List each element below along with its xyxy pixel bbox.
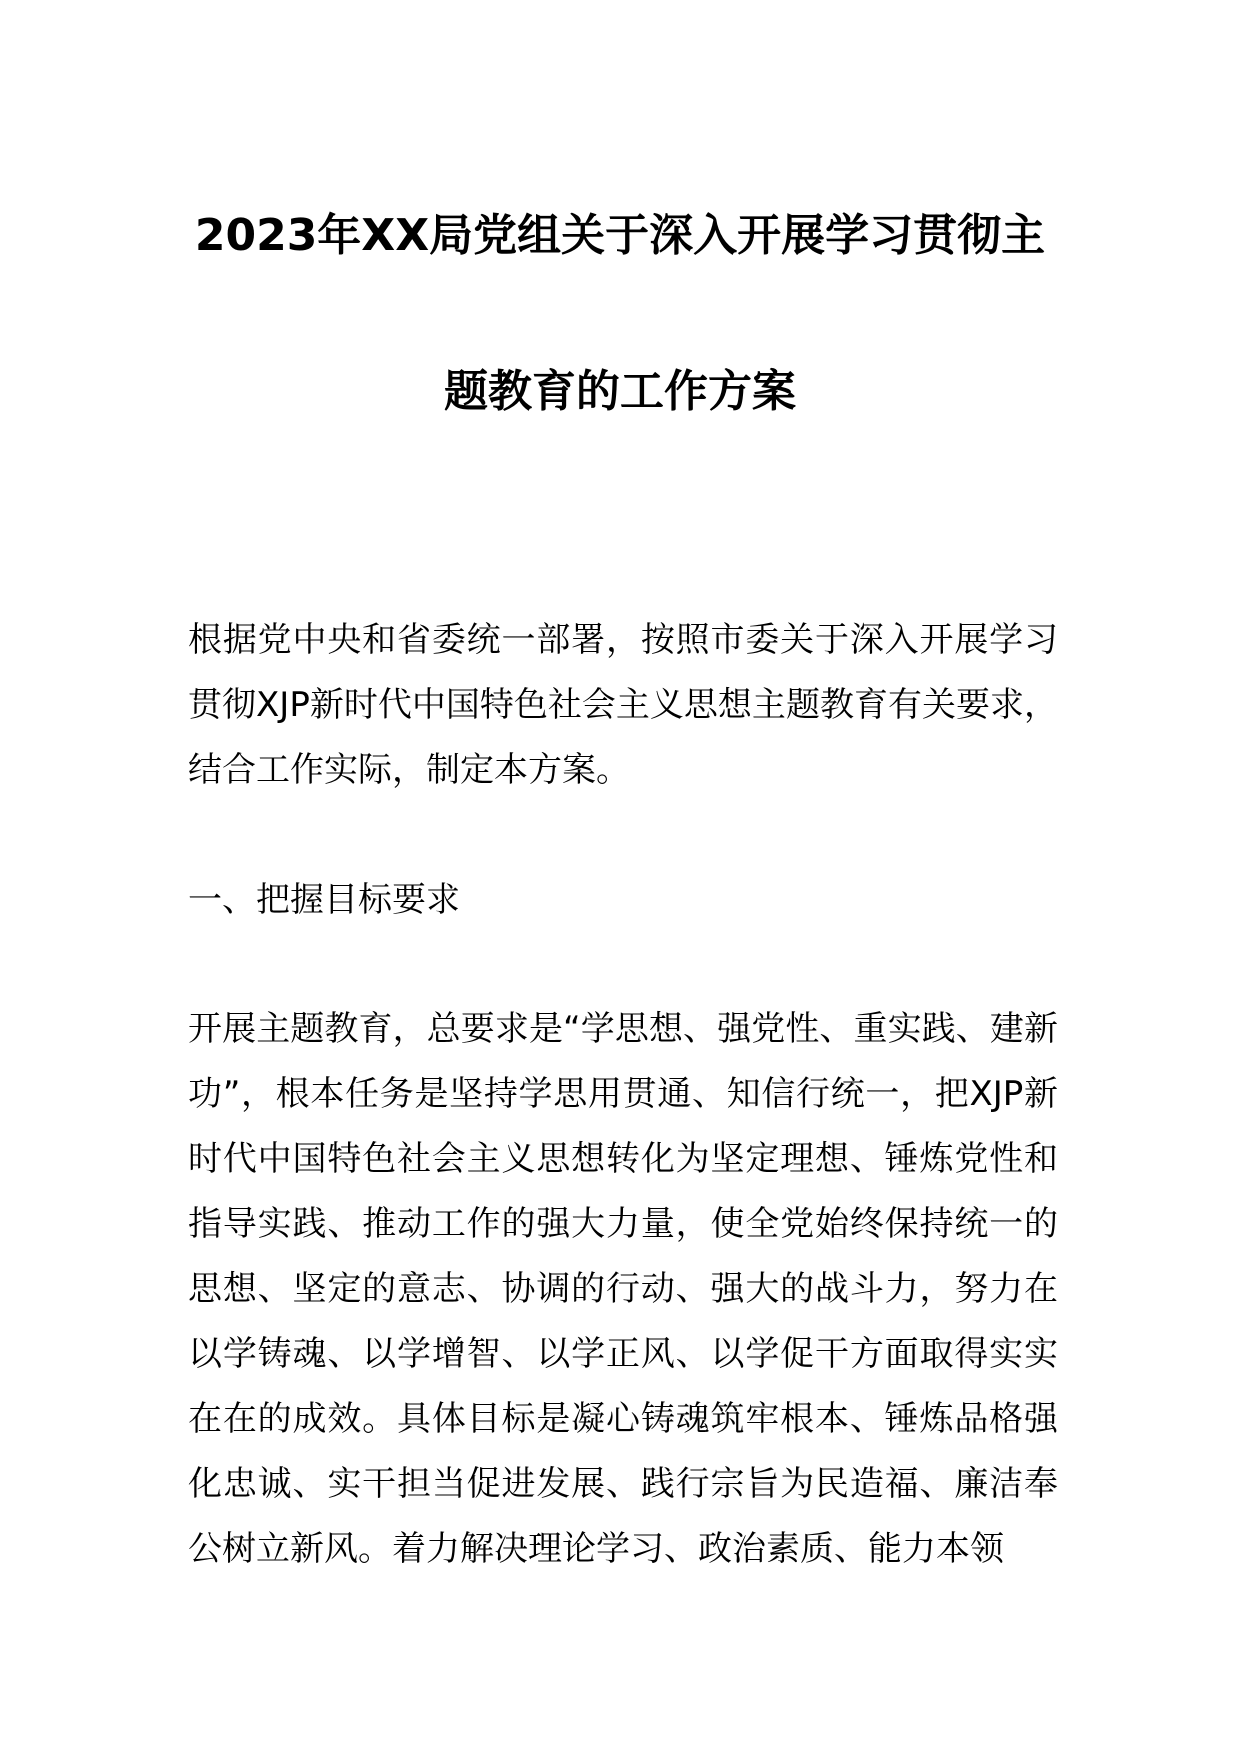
intro-paragraph: 根据党中央和省委统一部署，按照市委关于深入开展学习贯彻XJP新时代中国特色社会主义思想主题教育有关要求，结合工作实际，制定本方案。 [188,620,1058,790]
section-heading: 一、把握目标要求 [188,880,460,920]
document-title-line-1: 2023年XX局党组关于深入开展学习贯彻主 [194,210,1046,261]
section-paragraph: 开展主题教育，总要求是“学思想、强党性、重实践、建新功”，根本任务是坚持学思用贯通、知信行统一，把XJP新时代中国特色社会主义思想转化为坚定理想、锤炼党性和指导实践、推动工作的强大力量，使全党始终保持统一的思想、坚定的意志、协调的行动、强大的战斗力，努力在以学铸魂、以学增智、以学正风、以学促干方面取得实实在在的成效。具体目标是凝心铸魂筑牢根本、锤炼品格强化忠诚、实干担当促进发展、践行宗旨为民造福、廉洁奉公树立新风。着力解决理论学习、政治素质、能力本领 [188,1009,1058,1569]
document-title-line-2: 题教育的工作方案 [444,366,796,417]
